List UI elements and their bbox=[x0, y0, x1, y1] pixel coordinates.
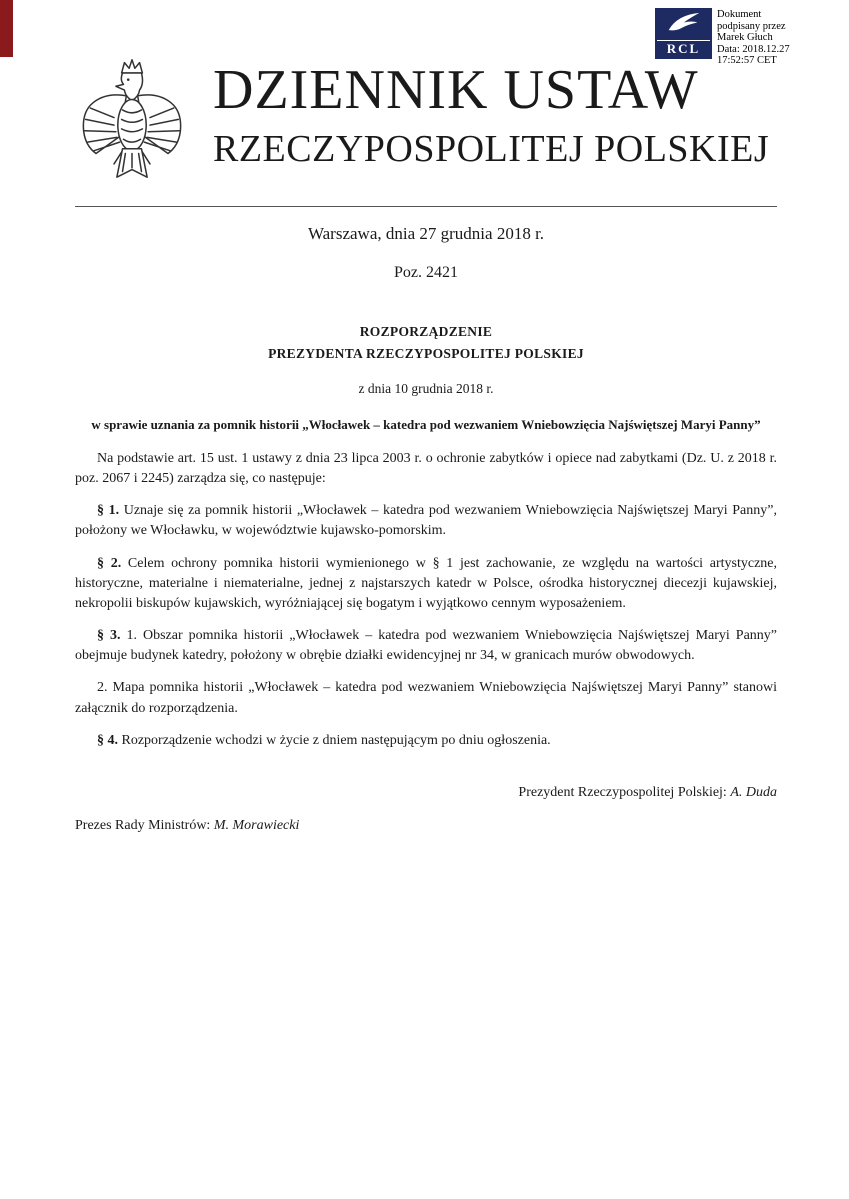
header-rule bbox=[75, 206, 777, 207]
pm-signature bbox=[75, 818, 777, 834]
masthead bbox=[75, 56, 777, 198]
president-signature-label: Prezydent Rzeczypospolitej Polskiej: bbox=[518, 784, 731, 800]
paragraph-4 bbox=[75, 731, 777, 751]
paragraph-3-sub-2 bbox=[75, 678, 777, 718]
place-date: Warszawa, dnia 27 grudnia 2018 r. bbox=[307, 224, 545, 243]
paragraph-3 bbox=[75, 626, 777, 666]
paragraph-2-lead: § 2. bbox=[97, 555, 122, 571]
president-signature bbox=[75, 785, 777, 801]
coat-of-arms-eagle-icon bbox=[75, 56, 189, 198]
paragraph-1-lead: § 1. bbox=[97, 503, 120, 519]
stamp-line: Data: 2018.12.27 bbox=[717, 43, 790, 55]
masthead-titles bbox=[213, 56, 777, 168]
stamp-line: 17:52:57 CET bbox=[717, 55, 777, 66]
paragraph-3-sub-2-text: 2. Mapa pomnika historii „Włocławek – katedra pod wezwaniem Wniebowzięcia Najświętszej Maryi Panny” stanowi załącznik do rozporządzenia. bbox=[75, 680, 777, 716]
pm-signature-name: M. Morawiecki bbox=[213, 817, 300, 833]
paragraph-3-lead: § 3. bbox=[97, 628, 121, 644]
act-date: z dnia 10 grudnia 2018 r. bbox=[358, 381, 494, 396]
paragraph-4-lead: § 4. bbox=[97, 732, 118, 748]
act-issuer: PREZYDENTA RZECZYPOSPOLITEJ POLSKIEJ bbox=[268, 346, 584, 361]
position-number: Poz. 2421 bbox=[394, 264, 458, 281]
pm-signature-label: Prezes Rady Ministrów: bbox=[75, 817, 214, 833]
stamp-line: podpisany przez bbox=[717, 20, 786, 32]
paragraph-2-text: Celem ochrony pomnika historii wymienionego w § 1 jest zachowanie, ze względu na wartości artystyczne, historyczne, materialne i niematerialne, jednej z najstarszych katedr w Polsce, ośrodka historycznej diecezji kujawskiej, nekropolii biskupów kujawskich, wyróżniającej się bogatym i wyjątkowo cennym wyposażeniem. bbox=[75, 555, 778, 611]
document-content bbox=[75, 224, 777, 834]
stamp-line: Dokument bbox=[717, 9, 762, 20]
intro-text: Na podstawie art. 15 ust. 1 ustawy z dnia 23 lipca 2003 r. o ochronie zabytków i opiece nad zabytkami (Dz. U. z 2018 r. poz. 2067 i 2245) zarządza się, co następuje: bbox=[75, 451, 777, 487]
corner-bookmark bbox=[0, 0, 13, 57]
intro-paragraph bbox=[75, 449, 777, 489]
gazette-title: DZIENNIK USTAW bbox=[213, 59, 699, 121]
president-signature-name: A. Duda bbox=[730, 784, 777, 800]
paragraph-1-text: Uznaje się za pomnik historii „Włocławek – katedra pod wezwaniem Wniebowzięcia Najświętszej Maryi Panny”, położony we Włocławku, w województwie kujawsko-pomorskim. bbox=[75, 503, 777, 539]
paragraph-3-text: 1. Obszar pomnika historii „Włocławek – katedra pod wezwaniem Wniebowzięcia Najświętszej Maryi Panny” obejmuje budynek katedry, położony w obrębie działki ewidencyjnej nr 34, w granicach murów obwodowych. bbox=[75, 628, 777, 664]
rcl-eagle-icon bbox=[663, 11, 705, 34]
rcl-logo bbox=[655, 8, 712, 59]
act-subject: w sprawie uznania za pomnik historii „Włocławek – katedra pod wezwaniem Wniebowzięcia Najświętszej Maryi Panny” bbox=[91, 417, 761, 432]
act-type: ROZPORZĄDZENIE bbox=[359, 324, 493, 339]
paragraph-1 bbox=[75, 501, 777, 541]
rcl-logo-text: RCL bbox=[657, 40, 710, 57]
stamp-line: Marek Głuch bbox=[717, 32, 773, 43]
paragraph-4-text: Rozporządzenie wchodzi w życie z dniem następującym po dniu ogłoszenia. bbox=[118, 732, 551, 748]
gazette-subtitle: RZECZYPOSPOLITEJ POLSKIEJ bbox=[213, 128, 770, 170]
paragraph-2 bbox=[75, 554, 777, 614]
